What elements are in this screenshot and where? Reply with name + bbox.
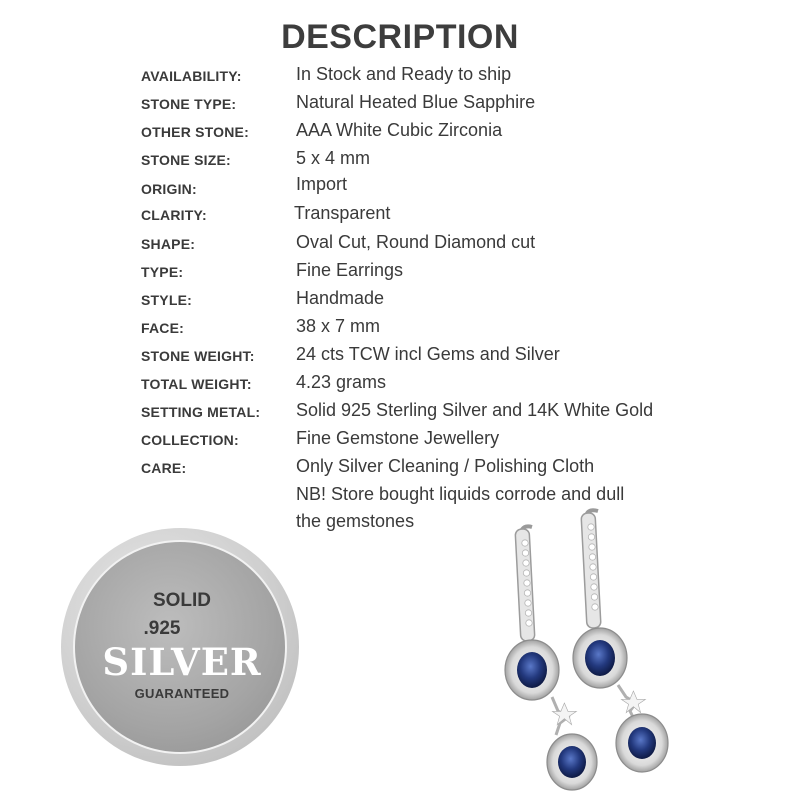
spec-label: CARE: [141, 460, 187, 476]
spec-value: the gemstones [296, 511, 415, 531]
spec-row-care [0, 454, 800, 482]
badge-925-text: .925 [143, 618, 181, 639]
spec-label: TOTAL WEIGHT: [141, 376, 252, 392]
spec-label: TYPE: [141, 264, 184, 280]
spec-value: 38 x 7 mm [296, 316, 381, 336]
spec-value: Only Silver Cleaning / Polishing Cloth [296, 456, 595, 476]
spec-value: 24 cts TCW incl Gems and Silver [296, 344, 560, 364]
spec-row-stone-type [0, 90, 800, 118]
spec-value: Oval Cut, Round Diamond cut [296, 232, 536, 252]
spec-value: Fine Gemstone Jewellery [296, 428, 500, 448]
badge-silver-text: SILVER [102, 640, 262, 684]
spec-row-origin [0, 172, 800, 200]
spec-label: STONE WEIGHT: [141, 348, 255, 364]
spec-row-collection [0, 426, 800, 454]
spec-row-clarity [0, 201, 800, 229]
spec-value: Import [296, 174, 348, 194]
silver-guarantee-badge [73, 540, 287, 754]
badge-guaranteed-text: GUARANTEED [134, 686, 230, 701]
spec-row-stone-weight [0, 342, 800, 370]
page-title: DESCRIPTION [281, 18, 519, 56]
spec-label: FACE: [141, 320, 184, 336]
spec-value: AAA White Cubic Zirconia [296, 120, 503, 140]
spec-row-availability [0, 62, 800, 90]
spec-value: NB! Store bought liquids corrode and dull [296, 484, 625, 504]
sapphire-drop-earrings-image [490, 505, 710, 795]
spec-label: STONE TYPE: [141, 96, 237, 112]
spec-label: ORIGIN: [141, 181, 197, 197]
spec-row-stone-size [0, 146, 800, 174]
spec-label: COLLECTION: [141, 432, 239, 448]
spec-label: STYLE: [141, 292, 192, 308]
spec-row-other-stone [0, 118, 800, 146]
spec-row-face [0, 314, 800, 342]
spec-value: Solid 925 Sterling Silver and 14K White Gold [296, 400, 654, 420]
spec-label: AVAILABILITY: [141, 68, 242, 84]
spec-value: Handmade [296, 288, 385, 308]
badge-solid-text: SOLID [152, 590, 212, 611]
right-earring [573, 510, 668, 772]
spec-value: 4.23 grams [296, 372, 387, 392]
spec-value: Natural Heated Blue Sapphire [296, 92, 536, 112]
spec-row-total-weight [0, 370, 800, 398]
spec-label: SHAPE: [141, 236, 196, 252]
spec-row-setting-metal [0, 398, 800, 426]
spec-value: 5 x 4 mm [296, 148, 371, 168]
spec-label: CLARITY: [141, 207, 207, 223]
spec-label: STONE SIZE: [141, 152, 231, 168]
spec-value: Fine Earrings [296, 260, 404, 280]
spec-row-shape [0, 230, 800, 258]
spec-label: OTHER STONE: [141, 124, 249, 140]
spec-label: SETTING METAL: [141, 404, 261, 420]
spec-row-type [0, 258, 800, 286]
spec-value: In Stock and Ready to ship [296, 64, 512, 84]
spec-value: Transparent [294, 203, 391, 223]
spec-row-style [0, 286, 800, 314]
